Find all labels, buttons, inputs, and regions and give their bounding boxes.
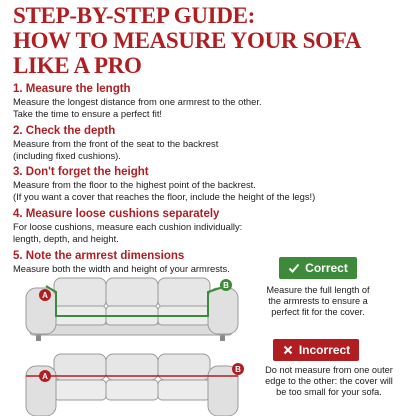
title-line-1: STEP-BY-STEP GUIDE: xyxy=(13,3,256,28)
correct-badge-label: Correct xyxy=(305,261,348,275)
right-armrest xyxy=(208,366,238,416)
step-3-line-2: (If you want a cover that reaches the floor, include the height of the legs!) xyxy=(13,190,316,202)
correct-note xyxy=(258,285,378,319)
step-2-line-2: (including fixed cushions). xyxy=(13,149,121,161)
seat-cushion xyxy=(158,380,210,400)
marker-a-label: A xyxy=(42,291,48,300)
incorrect-note-line-2: edge to the other: the cover will xyxy=(265,376,393,387)
check-icon xyxy=(288,262,300,274)
back-cushion xyxy=(106,278,158,308)
cross-icon xyxy=(282,344,294,356)
step-4 xyxy=(13,207,413,244)
step-2-line-1: Measure from the front of the seat to the backrest xyxy=(13,138,219,149)
title-line-3: LIKE A PRO xyxy=(13,53,142,78)
incorrect-note xyxy=(252,365,406,399)
seat-cushion xyxy=(54,380,106,400)
guide-title xyxy=(13,3,413,78)
step-4-line-1: For loose cushions, measure each cushion individually: xyxy=(13,221,243,232)
back-cushion xyxy=(158,278,210,308)
incorrect-badge-label: Incorrect xyxy=(298,343,351,357)
sofa-incorrect-illustration xyxy=(12,352,252,416)
seat-cushion xyxy=(106,380,158,400)
step-2 xyxy=(13,124,413,161)
sofa-correct-illustration xyxy=(12,272,252,344)
right-armrest xyxy=(208,288,238,334)
title-line-2: HOW TO MEASURE YOUR SOFA xyxy=(13,28,362,53)
correct-note-line-1: Measure the full length of xyxy=(266,285,370,295)
sofa-base xyxy=(30,324,232,335)
step-5-heading: 5. Note the armrest dimensions xyxy=(13,250,185,262)
step-4-heading: 4. Measure loose cushions separately xyxy=(13,208,220,220)
step-1-heading: 1. Measure the length xyxy=(13,83,131,95)
step-1 xyxy=(13,82,413,119)
step-2-heading: 2. Check the depth xyxy=(13,125,116,137)
correct-note-line-2: the armrests to ensure a xyxy=(268,296,368,307)
step-1-line-1: Measure the longest distance from one armrest to the other. xyxy=(13,96,262,107)
incorrect-note-line-3: be too small for your sofa. xyxy=(276,387,382,398)
step-3-line-1: Measure from the floor to the highest point of the backrest. xyxy=(13,179,256,190)
step-1-line-2: Take the time to ensure a perfect fit! xyxy=(13,107,163,119)
step-3 xyxy=(13,165,413,202)
incorrect-note-line-1: Do not measure from one outer xyxy=(265,365,393,375)
marker-b-label: B xyxy=(223,281,229,290)
correct-badge xyxy=(279,257,357,279)
back-cushion xyxy=(54,278,106,308)
step-3-heading: 3. Don't forget the height xyxy=(13,166,149,178)
marker-a-label: A xyxy=(42,372,48,381)
correct-note-line-3: perfect fit for the cover. xyxy=(271,307,365,318)
step-5-line-1: Measure both the width and height of your armrests. xyxy=(13,263,230,274)
step-4-line-2: length, depth, and height. xyxy=(13,232,119,244)
marker-b-label: B xyxy=(235,365,241,374)
incorrect-badge xyxy=(273,339,359,361)
